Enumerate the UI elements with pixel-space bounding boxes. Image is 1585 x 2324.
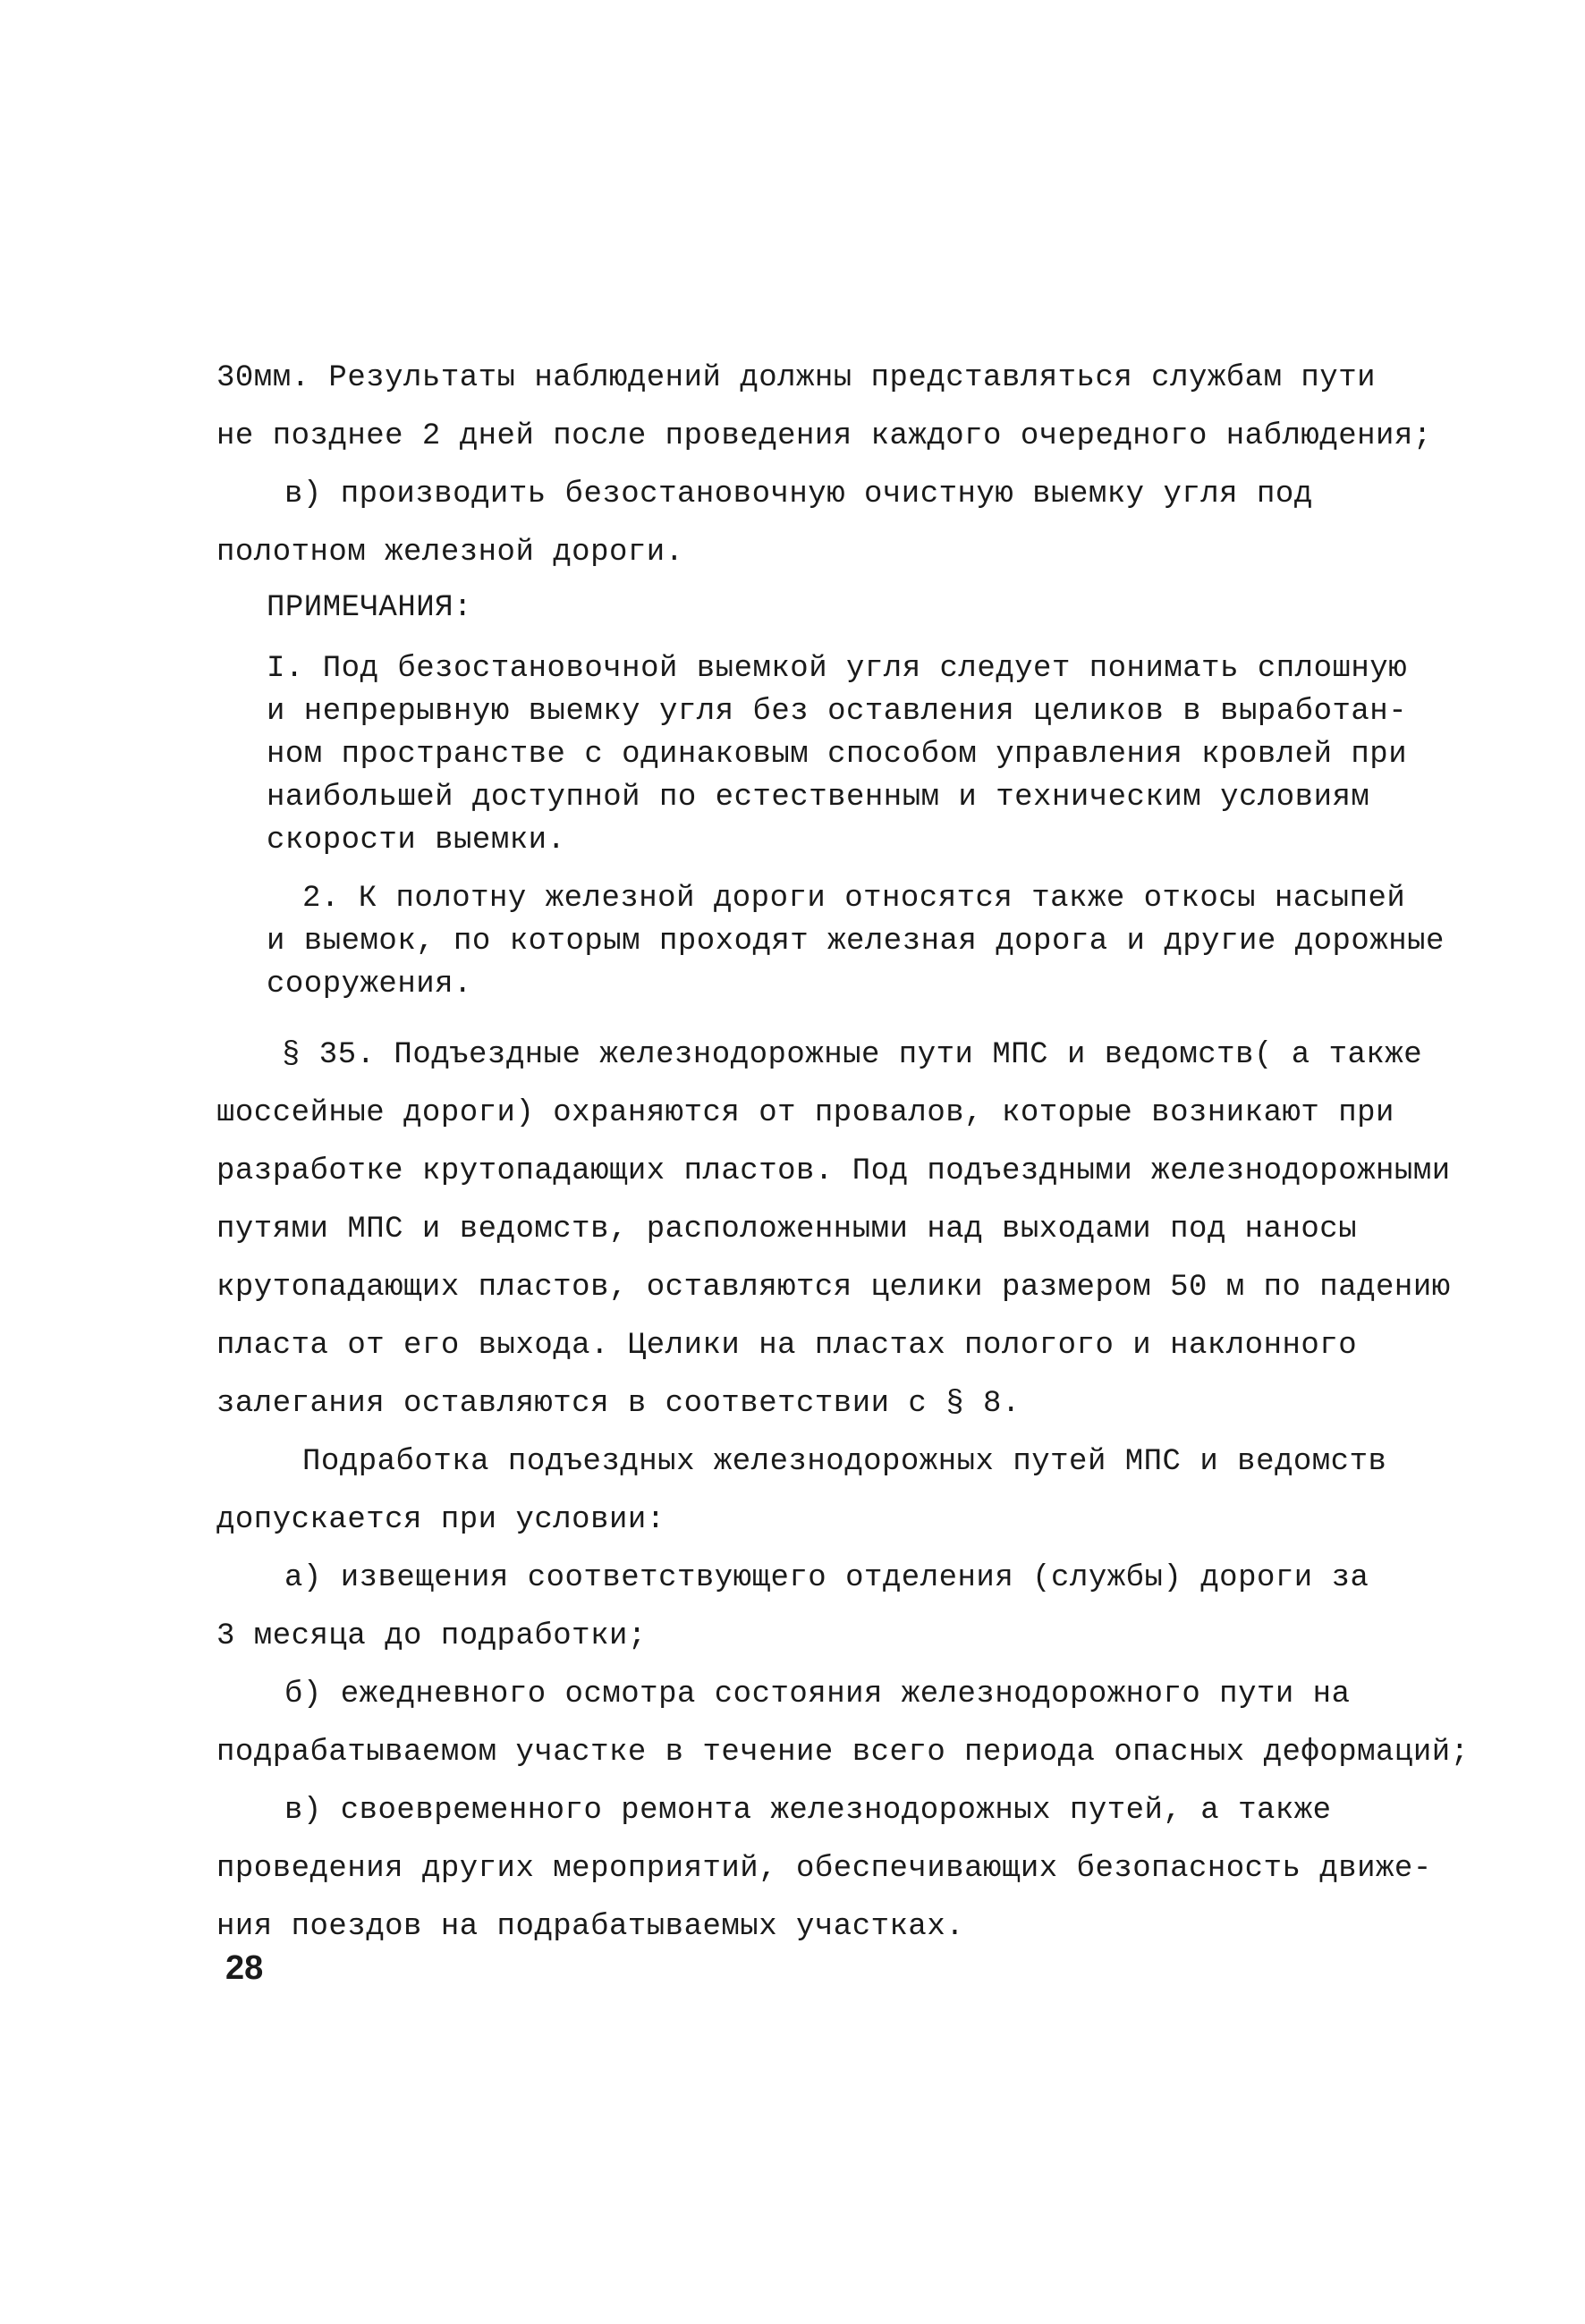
notes-heading: ПРИМЕЧАНИЯ: bbox=[267, 591, 472, 625]
text-line: пласта от его выхода. Целики на пластах пологого и наклонного bbox=[216, 1329, 1358, 1363]
text-line: допускается при условии: bbox=[216, 1503, 665, 1537]
text-line: а) извещения соответствующего отделения (службы) дороги за bbox=[284, 1561, 1369, 1595]
text-line: проведения других мероприятий, обеспечивающих безопасность движе- bbox=[216, 1852, 1432, 1886]
text-line: путями МПС и ведомств, расположенными над выходами под наносы bbox=[216, 1213, 1358, 1247]
text-line: сооружения. bbox=[267, 968, 472, 1001]
page-number: 28 bbox=[225, 1949, 264, 1987]
text-line: в) производить безостановочную очистную выемку угля под bbox=[284, 477, 1313, 511]
text-line: разработке крутопадающих пластов. Под подъездными железнодорожными bbox=[216, 1154, 1451, 1188]
text-line: ном пространстве с одинаковым способом управления кровлей при bbox=[267, 738, 1408, 772]
text-line: не позднее 2 дней после проведения каждого очередного наблюдения; bbox=[216, 419, 1432, 453]
text-line: в) своевременного ремонта железнодорожных путей, а также bbox=[284, 1794, 1332, 1828]
text-line: наибольшей доступной по естественным и техническим условиям bbox=[267, 781, 1370, 815]
text-line: полотном железной дороги. bbox=[216, 536, 684, 570]
text-line: и непрерывную выемку угля без оставления целиков в выработан- bbox=[267, 695, 1408, 729]
text-line: шоссейные дороги) охраняются от провалов, которые возникают при bbox=[216, 1096, 1394, 1130]
text-line: и выемок, по которым проходят железная дорога и другие дорожные bbox=[267, 925, 1445, 959]
text-line: залегания оставляются в соответствии с § 8. bbox=[216, 1387, 1021, 1421]
text-line: скорости выемки. bbox=[267, 824, 566, 858]
text-line: Подработка подъездных железнодорожных путей МПС и ведомств bbox=[302, 1445, 1387, 1479]
text-line: ния поездов на подрабатываемых участках. bbox=[216, 1910, 965, 1944]
text-line: 30мм. Результаты наблюдений должны представляться службам пути bbox=[216, 361, 1377, 395]
text-line: крутопадающих пластов, оставляются целики размером 50 м по падению bbox=[216, 1271, 1451, 1305]
text-line: б) ежедневного осмотра состояния железнодорожного пути на bbox=[284, 1678, 1351, 1711]
text-line: I. Под безостановочной выемкой угля следует понимать сплошную bbox=[267, 652, 1408, 686]
section-heading: § 35. Подъездные железнодорожные пути МПС и ведомств( а также bbox=[282, 1038, 1423, 1072]
text-line: 3 месяца до подработки; bbox=[216, 1619, 647, 1653]
text-line: подрабатываемом участке в течение всего периода опасных деформаций; bbox=[216, 1736, 1470, 1770]
text-line: 2. К полотну железной дороги относятся также откосы насыпей bbox=[302, 882, 1406, 916]
